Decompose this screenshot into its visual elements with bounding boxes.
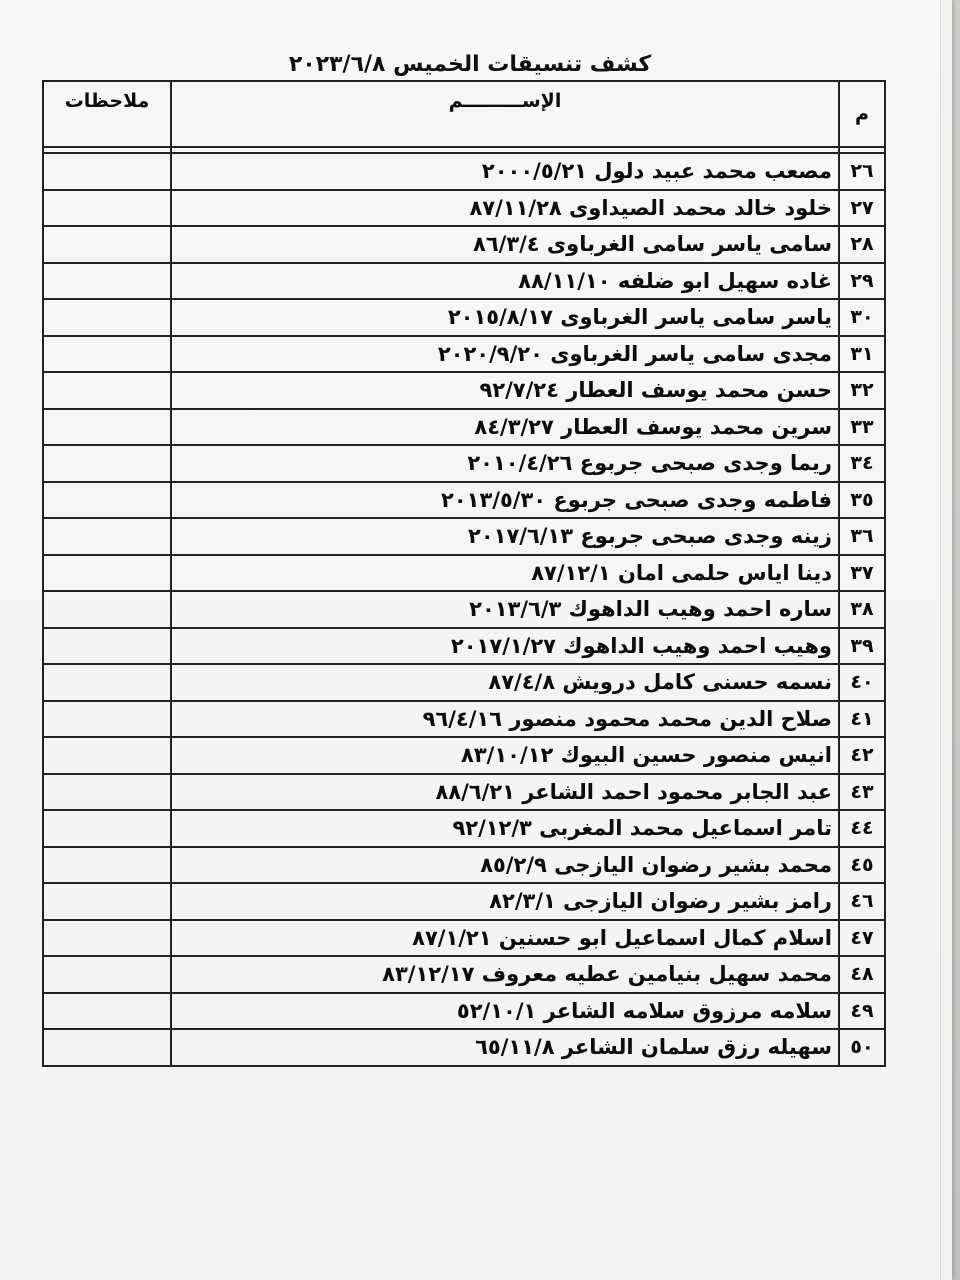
- row-number: ٤٣: [839, 774, 885, 811]
- row-name-and-date: سهيله رزق سلمان الشاعر ٦٥/١١/٨: [171, 1029, 839, 1066]
- table-row: [43, 555, 885, 592]
- row-notes: [43, 153, 171, 190]
- row-notes: [43, 226, 171, 263]
- row-name-and-date: سلامه مرزوق سلامه الشاعر ٥٢/١٠/١: [171, 993, 839, 1030]
- row-number: ٣٠: [839, 299, 885, 336]
- row-notes: [43, 190, 171, 227]
- row-notes: [43, 372, 171, 409]
- row-notes: [43, 810, 171, 847]
- row-number: ٢٨: [839, 226, 885, 263]
- row-notes: [43, 774, 171, 811]
- row-number: ٤٨: [839, 956, 885, 993]
- row-notes: [43, 737, 171, 774]
- row-notes: [43, 664, 171, 701]
- row-name-and-date: رامز بشير رضوان اليازجى ٨٢/٣/١: [171, 883, 839, 920]
- row-name-and-date: تامر اسماعيل محمد المغربى ٩٢/١٢/٣: [171, 810, 839, 847]
- header-name: الإســـــــــم: [171, 81, 839, 147]
- row-number: ٤٩: [839, 993, 885, 1030]
- row-number: ٤٥: [839, 847, 885, 884]
- row-number: ٢٦: [839, 153, 885, 190]
- table-row: [43, 920, 885, 957]
- row-notes: [43, 299, 171, 336]
- table-row: [43, 847, 885, 884]
- row-number: ٣٨: [839, 591, 885, 628]
- row-number: ٣٥: [839, 482, 885, 519]
- table-row: [43, 737, 885, 774]
- row-name-and-date: مصعب محمد عبيد دلول ٢٠٠٠/٥/٢١: [171, 153, 839, 190]
- row-number: ٤٤: [839, 810, 885, 847]
- row-notes: [43, 336, 171, 373]
- table-body: [43, 147, 885, 1066]
- table-row: [43, 518, 885, 555]
- row-name-and-date: محمد بشير رضوان اليازجى ٨٥/٢/٩: [171, 847, 839, 884]
- table-row: [43, 445, 885, 482]
- table-row: [43, 190, 885, 227]
- row-name-and-date: نسمه حسنى كامل درويش ٨٧/٤/٨: [171, 664, 839, 701]
- row-number: ٢٩: [839, 263, 885, 300]
- row-notes: [43, 920, 171, 957]
- row-number: ٣١: [839, 336, 885, 373]
- row-number: ٣٧: [839, 555, 885, 592]
- table-row: [43, 591, 885, 628]
- row-name-and-date: محمد سهيل بنيامين عطيه معروف ٨٣/١٢/١٧: [171, 956, 839, 993]
- row-name-and-date: صلاح الدين محمد محمود منصور ٩٦/٤/١٦: [171, 701, 839, 738]
- row-notes: [43, 1029, 171, 1066]
- row-name-and-date: مجدى سامى ياسر الغرباوى ٢٠٢٠/٩/٢٠: [171, 336, 839, 373]
- row-name-and-date: ساره احمد وهيب الداهوك ٢٠١٣/٦/٣: [171, 591, 839, 628]
- row-notes: [43, 591, 171, 628]
- row-name-and-date: عبد الجابر محمود احمد الشاعر ٨٨/٦/٢١: [171, 774, 839, 811]
- row-number: ٤٦: [839, 883, 885, 920]
- row-name-and-date: خلود خالد محمد الصيداوى ٨٧/١١/٢٨: [171, 190, 839, 227]
- row-name-and-date: دينا اياس حلمى امان ٨٧/١٢/١: [171, 555, 839, 592]
- row-notes: [43, 518, 171, 555]
- row-name-and-date: حسن محمد يوسف العطار ٩٢/٧/٢٤: [171, 372, 839, 409]
- row-notes: [43, 883, 171, 920]
- row-name-and-date: وهيب احمد وهيب الداهوك ٢٠١٧/١/٢٧: [171, 628, 839, 665]
- row-number: ٤٠: [839, 664, 885, 701]
- row-name-and-date: ريما وجدى صبحى جربوع ٢٠١٠/٤/٢٦: [171, 445, 839, 482]
- row-notes: [43, 956, 171, 993]
- table-row: [43, 153, 885, 190]
- table-header-row: [43, 81, 885, 147]
- row-notes: [43, 701, 171, 738]
- row-number: ٢٧: [839, 190, 885, 227]
- row-number: ٣٢: [839, 372, 885, 409]
- row-name-and-date: غاده سهيل ابو ضلفه ٨٨/١١/١٠: [171, 263, 839, 300]
- header-number: م: [839, 81, 885, 147]
- row-number: ٤٧: [839, 920, 885, 957]
- table-row: [43, 993, 885, 1030]
- table-row: [43, 664, 885, 701]
- names-table: [42, 80, 886, 1067]
- table-row: [43, 810, 885, 847]
- table-row: [43, 883, 885, 920]
- row-number: ٤٢: [839, 737, 885, 774]
- document-title: كشف تنسيقات الخميس ٢٠٢٣/٦/٨: [288, 52, 652, 77]
- row-name-and-date: انيس منصور حسين البيوك ٨٣/١٠/١٢: [171, 737, 839, 774]
- table-row: [43, 299, 885, 336]
- row-notes: [43, 482, 171, 519]
- table-row: [43, 1029, 885, 1066]
- row-name-and-date: ياسر سامى ياسر الغرباوى ٢٠١٥/٨/١٧: [171, 299, 839, 336]
- table-row: [43, 628, 885, 665]
- table-row: [43, 372, 885, 409]
- row-name-and-date: سرين محمد يوسف العطار ٨٤/٣/٢٧: [171, 409, 839, 446]
- row-notes: [43, 409, 171, 446]
- table-row: [43, 482, 885, 519]
- row-number: ٥٠: [839, 1029, 885, 1066]
- table-row: [43, 226, 885, 263]
- row-number: ٤١: [839, 701, 885, 738]
- table-row: [43, 263, 885, 300]
- table-row: [43, 701, 885, 738]
- row-notes: [43, 628, 171, 665]
- table-row: [43, 336, 885, 373]
- row-name-and-date: اسلام كمال اسماعيل ابو حسنين ٨٧/١/٢١: [171, 920, 839, 957]
- table-row: [43, 774, 885, 811]
- row-number: ٣٤: [839, 445, 885, 482]
- row-notes: [43, 993, 171, 1030]
- row-number: ٣٩: [839, 628, 885, 665]
- row-notes: [43, 263, 171, 300]
- row-number: ٣٣: [839, 409, 885, 446]
- row-name-and-date: سامى ياسر سامى الغرباوى ٨٦/٣/٤: [171, 226, 839, 263]
- row-name-and-date: زينه وجدى صبحى جربوع ٢٠١٧/٦/١٣: [171, 518, 839, 555]
- table-row: [43, 956, 885, 993]
- row-name-and-date: فاطمه وجدى صبحى جربوع ٢٠١٣/٥/٣٠: [171, 482, 839, 519]
- header-notes: ملاحظات: [43, 81, 171, 147]
- row-notes: [43, 445, 171, 482]
- row-notes: [43, 555, 171, 592]
- row-number: ٣٦: [839, 518, 885, 555]
- table-row: [43, 409, 885, 446]
- row-notes: [43, 847, 171, 884]
